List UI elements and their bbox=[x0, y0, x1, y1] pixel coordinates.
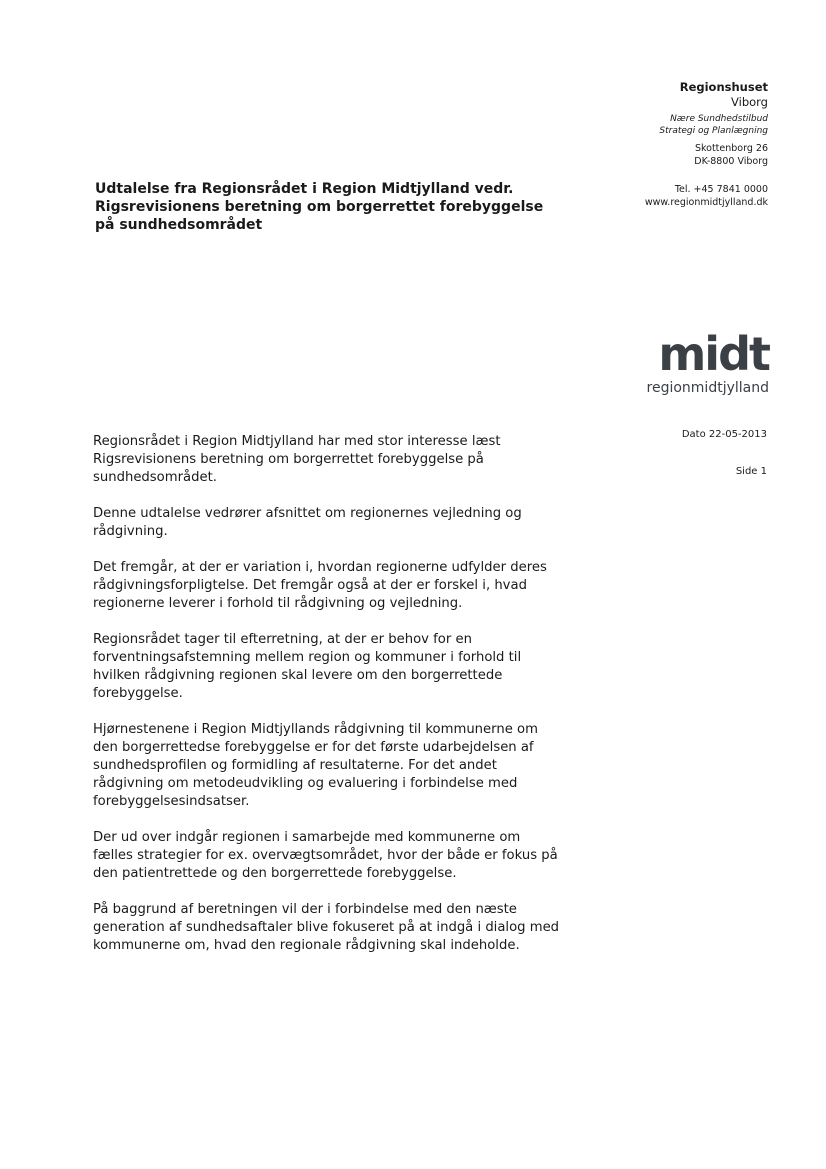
sender-web: www.regionmidtjylland.dk bbox=[644, 197, 768, 208]
document-date: Dato 22-05-2013 bbox=[681, 429, 767, 440]
region-midt-logo bbox=[636, 332, 770, 398]
document-title: Udtalelse fra Regionsrådet i Region Midtjylland vedr. Rigsrevisionens beretning om borgerrettet forebyggelse på sundhedsområdet bbox=[95, 181, 544, 233]
sender-department bbox=[560, 113, 768, 137]
sender-dept-line1: Nære Sundhedstilbud bbox=[670, 114, 768, 124]
sender-city: Viborg bbox=[731, 95, 768, 109]
page-number: Side 1 bbox=[735, 466, 767, 477]
sender-address bbox=[560, 80, 768, 209]
paragraph: Regionsrådet tager til efterretning, at der er behov for en forventningsafstemning mellem region og kommuner i forhold til hvilken rådgivning regionen skal levere om den borgerrettede forebyggelse. bbox=[93, 632, 522, 701]
paragraph: Denne udtalelse vedrører afsnittet om regionernes vejledning og rådgivning. bbox=[93, 506, 522, 539]
logo-wordmark: midt bbox=[658, 332, 769, 381]
logo-graphic bbox=[636, 332, 770, 398]
letter-body bbox=[93, 433, 563, 973]
paragraph: Der ud over indgår regionen i samarbejde med kommunerne om fælles strategier for ex. overvægtsområdet, hvor der både er fokus på den patientrettede og den borgerrettede forebyggelse. bbox=[93, 830, 558, 881]
paragraph: Hjørnestenene i Region Midtjyllands rådgivning til kommunerne om den borgerrettedse forebyggelse er for det første udarbejdelsen af sundhedsprofilen og formidling af resultaterne. For det andet rådgivning om metodeudvikling og evaluering i forbindelse med forebyggelsesindsatser. bbox=[93, 722, 538, 809]
sender-dept-line2: Strategi og Planlægning bbox=[659, 126, 768, 136]
sender-postal: DK-8800 Viborg bbox=[694, 156, 768, 167]
paragraph: Det fremgår, at der er variation i, hvordan regionerne udfylder deres rådgivningsforpligtelse. Det fremgår også at der er forskel i, hvad regionerne leverer i forhold til rådgivning og vejledning. bbox=[93, 560, 547, 611]
sender-street: Skottenborg 26 bbox=[694, 143, 768, 154]
logo-subtitle: regionmidtjylland bbox=[646, 380, 769, 396]
paragraph: Regionsrådet i Region Midtjylland har med stor interesse læst Rigsrevisionens beretning om borgerrettet forebyggelse på sundhedsområdet. bbox=[93, 434, 501, 485]
paragraph: På baggrund af beretningen vil der i forbindelse med den næste generation af sundhedsaftaler blive fokuseret på at indgå i dialog med kommunerne om, hvad den regionale rådgivning skal indeholde. bbox=[93, 902, 560, 953]
sender-phone: Tel. +45 7841 0000 bbox=[674, 184, 768, 195]
sender-org: Regionshuset bbox=[679, 80, 768, 94]
